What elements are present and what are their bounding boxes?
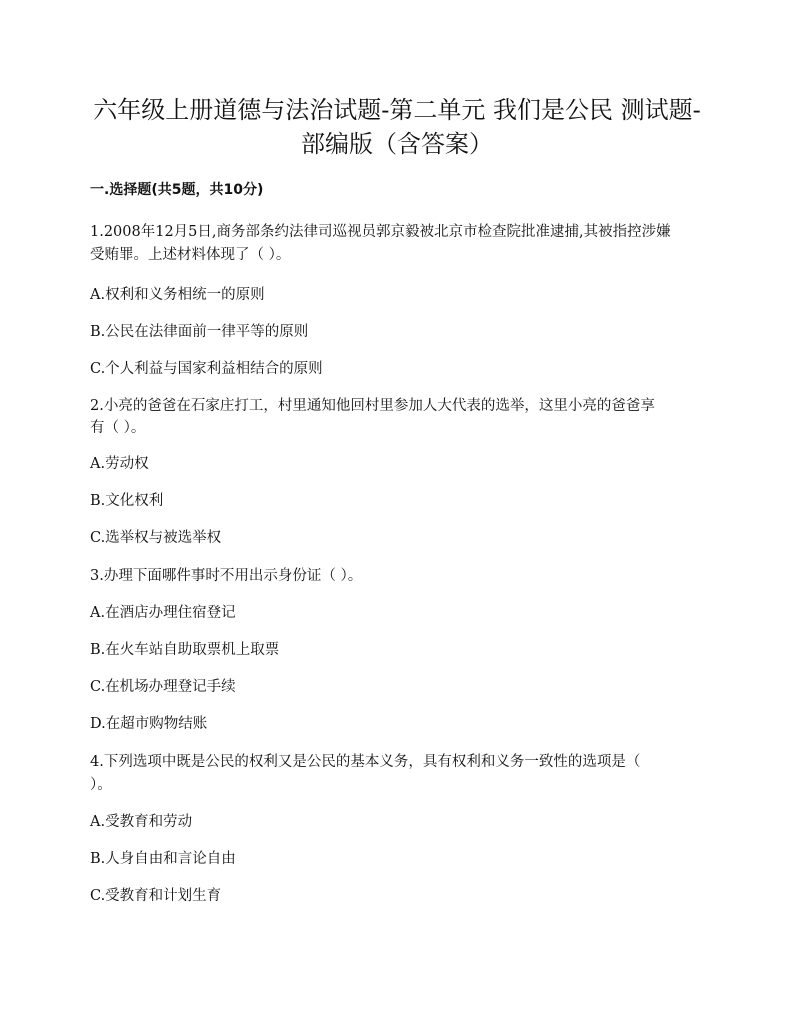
question-1-option-c: C.个人利益与国家利益相结合的原则: [90, 361, 323, 377]
question-3-stem-line-1: 3.办理下面哪件事时不用出示身份证（ ）。: [90, 568, 363, 584]
question-1-option-a: A.权利和义务相统一的原则: [90, 287, 265, 303]
question-3-option-b: B.在火车站自助取票机上取票: [90, 642, 280, 658]
question-3-option-d: D.在超市购物结账: [90, 716, 208, 732]
question-1-option-b: B.公民在法律面前一律平等的原则: [90, 324, 309, 340]
question-2-stem-line-2: 有（ ）。: [90, 420, 146, 436]
question-4-option-a: A.受教育和劳动: [90, 814, 193, 830]
question-2-stem-line-1: 2.小亮的爸爸在石家庄打工，村里通知他回村里参加人大代表的选举，这里小亮的爸爸享: [90, 398, 655, 414]
question-4-stem-line-2: ）。: [90, 777, 112, 793]
question-2-option-c: C.选举权与被选举权: [90, 530, 222, 546]
question-4-option-b: B.人身自由和言论自由: [90, 851, 236, 867]
question-2-option-b: B.文化权利: [90, 493, 164, 509]
question-1-stem-line-2: 受贿罪。上述材料体现了（ ）。: [90, 247, 291, 263]
question-4-option-c: C.受教育和计划生育: [90, 888, 222, 904]
document-title-line-1: 六年级上册道德与法治试题-第二单元 我们是公民 测试题-: [93, 96, 701, 124]
question-3-option-a: A.在酒店办理住宿登记: [90, 605, 236, 621]
document-title-line-2: 部编版（含答案）: [301, 130, 493, 158]
question-3-option-c: C.在机场办理登记手续: [90, 679, 236, 695]
section-heading: 一.选择题(共5题，共10分): [90, 182, 264, 198]
question-2-option-a: A.劳动权: [90, 456, 149, 472]
question-1-stem-line-1: 1.2008年12月5日,商务部条约法律司巡视员郭京毅被北京市检查院批准逮捕,其被指控涉嫌: [90, 224, 671, 240]
question-4-stem-line-1: 4.下列选项中既是公民的权利又是公民的基本义务，具有权利和义务一致性的选项是（: [90, 754, 641, 770]
